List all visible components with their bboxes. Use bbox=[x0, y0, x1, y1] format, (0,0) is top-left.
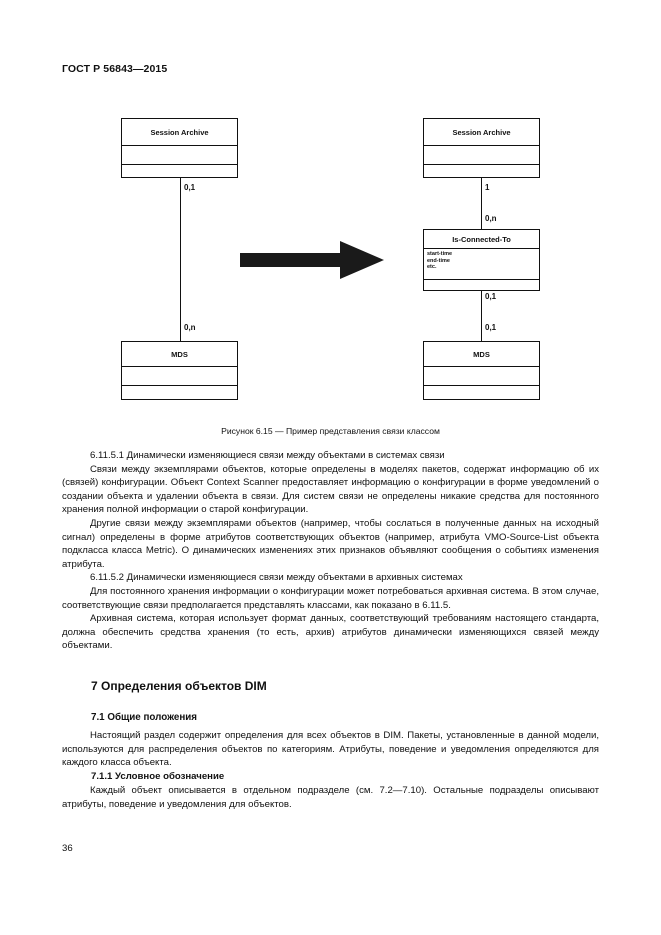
right-mult-2: 0,n bbox=[485, 214, 497, 223]
right-mult-4: 0,1 bbox=[485, 323, 497, 332]
section-7-1-text bbox=[62, 729, 599, 770]
right-mult-3: 0,1 bbox=[485, 292, 497, 301]
attributes-section bbox=[424, 249, 539, 280]
left-session-archive-class bbox=[121, 118, 238, 178]
attr-start-time: start-time bbox=[427, 251, 453, 257]
paragraph: Другие связи между экземплярами объектов (например, чтобы сослаться в полученные данных на исходный сигнал) определены в форме атрибутов соответствующих объектов (например, атрибута VMO-Source-List объекта подкласса класса Metric). О динамических изменениях этих признаков объявляют сообщения о событиях изменения атрибута. bbox=[62, 517, 599, 570]
operations-section bbox=[424, 386, 539, 399]
paragraph: Настоящий раздел содержит определения для всех объектов в DIM. Пакеты, установленные в данной модели, используются для распределения объектов по категориям. Атрибуты, поведение и уведомления определяются для каждого класса объекта. bbox=[62, 730, 599, 769]
attr-end-time: end-time bbox=[427, 257, 450, 264]
attributes-section bbox=[424, 146, 539, 165]
left-mult-top: 0,1 bbox=[184, 183, 196, 192]
section-7-1-1-text bbox=[62, 784, 599, 811]
class-name: Is-Connected-To bbox=[424, 230, 539, 249]
paragraph: 6.11.5.1 Динамически изменяющиеся связи между объектами в системах связи bbox=[90, 450, 445, 461]
left-association-line bbox=[180, 178, 181, 341]
paragraph: Связи между экземплярами объектов, которые определены в моделях пакетов, содержат информацию об их (связей) конфигурации. Объект Context Scanner предоставляет информацию о конфигурации в форме уведомлений о создании объекта и удалении объекта в связи. Для систем связи не определены никакие средства для постоянного хранения полной информации о старой конфигурации. bbox=[62, 463, 599, 516]
left-mult-bottom: 0,n bbox=[184, 323, 196, 332]
section-7-1-heading: 7.1 Общие положения bbox=[91, 712, 198, 723]
document-header: ГОСТ Р 56843—2015 bbox=[62, 63, 168, 75]
is-connected-to-class bbox=[423, 229, 540, 291]
right-mds-class bbox=[423, 341, 540, 400]
class-name: Session Archive bbox=[122, 119, 237, 146]
right-upper-association-line bbox=[481, 178, 482, 229]
paragraph: 6.11.5.2 Динамически изменяющиеся связи между объектами в архивных системах bbox=[90, 572, 463, 584]
right-session-archive-class bbox=[423, 118, 540, 178]
operations-section bbox=[122, 165, 237, 177]
class-name: MDS bbox=[424, 342, 539, 367]
attributes-section bbox=[122, 367, 237, 386]
paragraph: Каждый объект описывается в отдельном подразделе (см. 7.2—7.10). Остальные подразделы описывают атрибуты, поведение и уведомления для объектов. bbox=[62, 785, 599, 810]
page-number: 36 bbox=[62, 843, 73, 854]
operations-section bbox=[424, 280, 539, 290]
paragraph: Архивная система, которая использует формат данных, соответствующий требованиям настоящего стандарта, должна обеспечить средства хранения (то есть, архив) атрибутов динамически изменяющихся связей между объектами. bbox=[62, 613, 599, 652]
section-7-heading: 7 Определения объектов DIM bbox=[91, 679, 267, 693]
operations-section bbox=[424, 165, 539, 177]
section-7-1-1-heading: 7.1.1 Условное обозначение bbox=[91, 771, 225, 782]
right-lower-association-line bbox=[481, 291, 482, 341]
transform-arrow-icon bbox=[236, 238, 388, 283]
body-text bbox=[62, 449, 599, 653]
class-name: MDS bbox=[122, 342, 237, 367]
class-name: Session Archive bbox=[424, 119, 539, 146]
right-mult-1: 1 bbox=[485, 183, 490, 192]
figure-caption: Рисунок 6.15 — Пример представления связи классом bbox=[221, 426, 440, 436]
attributes-section bbox=[424, 367, 539, 386]
operations-section bbox=[122, 386, 237, 399]
paragraph: Для постоянного хранения информации о конфигурации может потребоваться архивная система. В этом случае, соответствующие связи предполагается представлять классами, как показано в 6.11.5. bbox=[62, 585, 599, 611]
attributes-section bbox=[122, 146, 237, 165]
left-mds-class bbox=[121, 341, 238, 400]
attr-etc: etc. bbox=[427, 264, 437, 270]
